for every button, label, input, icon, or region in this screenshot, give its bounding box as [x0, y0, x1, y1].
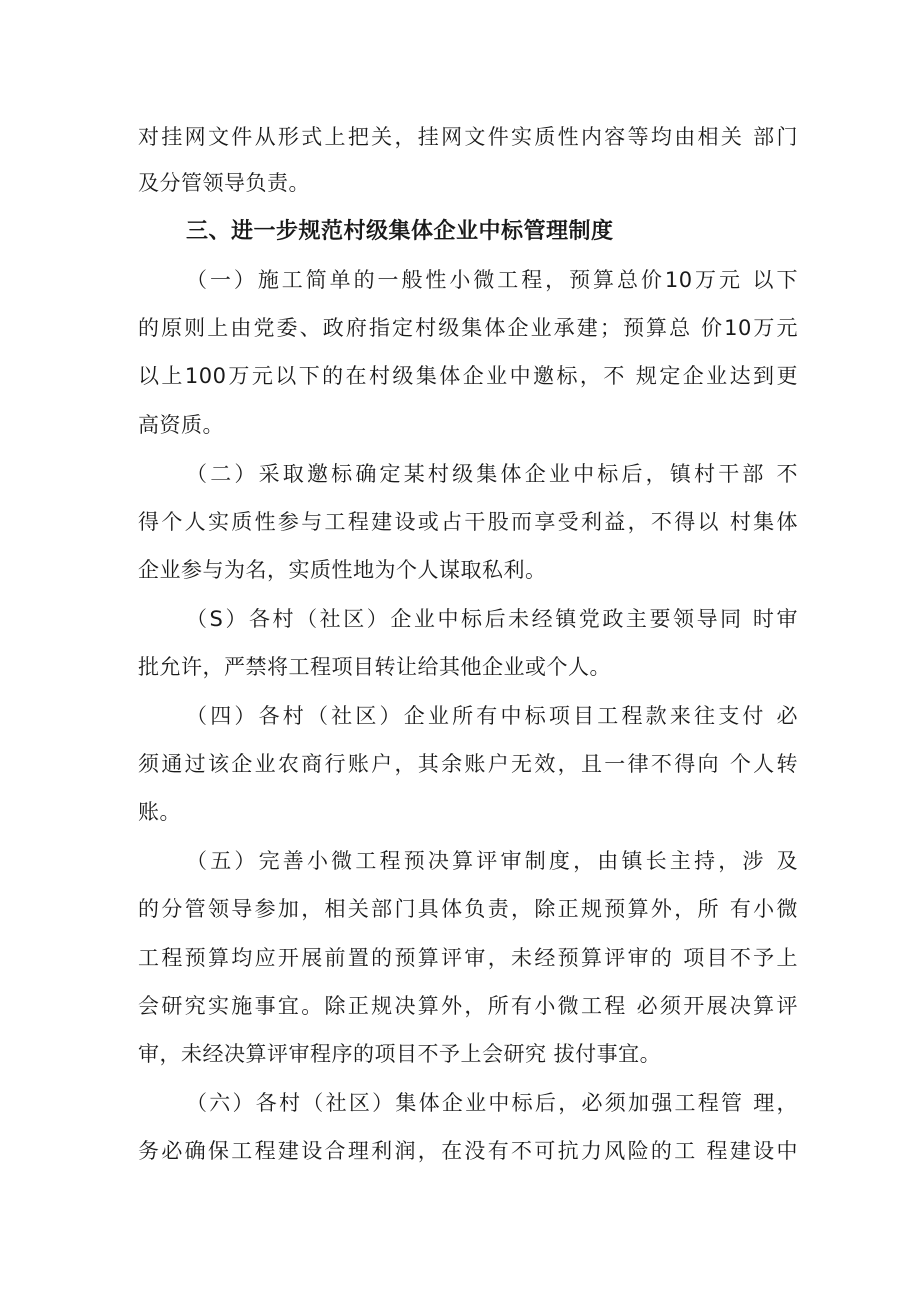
text-line-15: 账。 [138, 800, 181, 824]
text-line-20: 审，未经决算评审程序的项目不予上会研究 拔付事宜。 [138, 1042, 662, 1066]
text-line-18: 工程预算均应开展前置的预算评审，未经预算评审的 项目不予上 [138, 946, 798, 970]
text-line-17: 的分管领导参加，相关部门具体负责，除正规预算外，所 有小微 [138, 897, 798, 921]
text-line-21: （六）各村（社区）集体企业中标后，必须加强工程管 理， [186, 1091, 798, 1115]
section-heading-3: 三、进一步规范村级集体企业中标管理制度 [186, 219, 614, 244]
text-line-10: 企业参与为名，实质性地为个人谋取私利。 [138, 558, 547, 582]
text-line-9: 得个人实质性参与工程建设或占干股而享受利益，不得以 村集体 [138, 510, 798, 534]
text-line-2: 及分管领导负责。 [138, 171, 310, 195]
text-line-7: 高资质。 [138, 413, 224, 437]
text-line-22: 务必确保工程建设合理利润，在没有不可抗力风险的工 程建设中 [138, 1139, 798, 1163]
text-line-4: （一）施工简单的一般性小微工程，预算总价10万元 以下 [186, 268, 798, 292]
text-line-14: 须通过该企业农商行账户，其余账户无效，且一律不得向 个人转 [138, 752, 798, 776]
text-line-5: 的原则上由党委、政府指定村级集体企业承建；预算总 价10万元 [138, 316, 798, 340]
text-line-13: （四）各村（社区）企业所有中标项目工程款来往支付 必 [186, 704, 798, 728]
text-line-6: 以上100万元以下的在村级集体企业中邀标，不 规定企业达到更 [138, 364, 798, 388]
text-line-16: （五）完善小微工程预决算评审制度，由镇长主持，涉 及 [186, 849, 798, 873]
text-line-8: （二）采取邀标确定某村级集体企业中标后，镇村干部 不 [186, 462, 798, 486]
text-line-1: 对挂网文件从形式上把关，挂网文件实质性内容等均由相关 部门 [138, 125, 798, 149]
text-line-12: 批允许，严禁将工程项目转让给其他企业或个人。 [138, 655, 611, 679]
text-line-11: （S）各村（社区）企业中标后未经镇党政主要领导同 时审 [186, 607, 798, 631]
text-line-19: 会研究实施事宜。除正规决算外，所有小微工程 必须开展决算评 [138, 994, 798, 1018]
